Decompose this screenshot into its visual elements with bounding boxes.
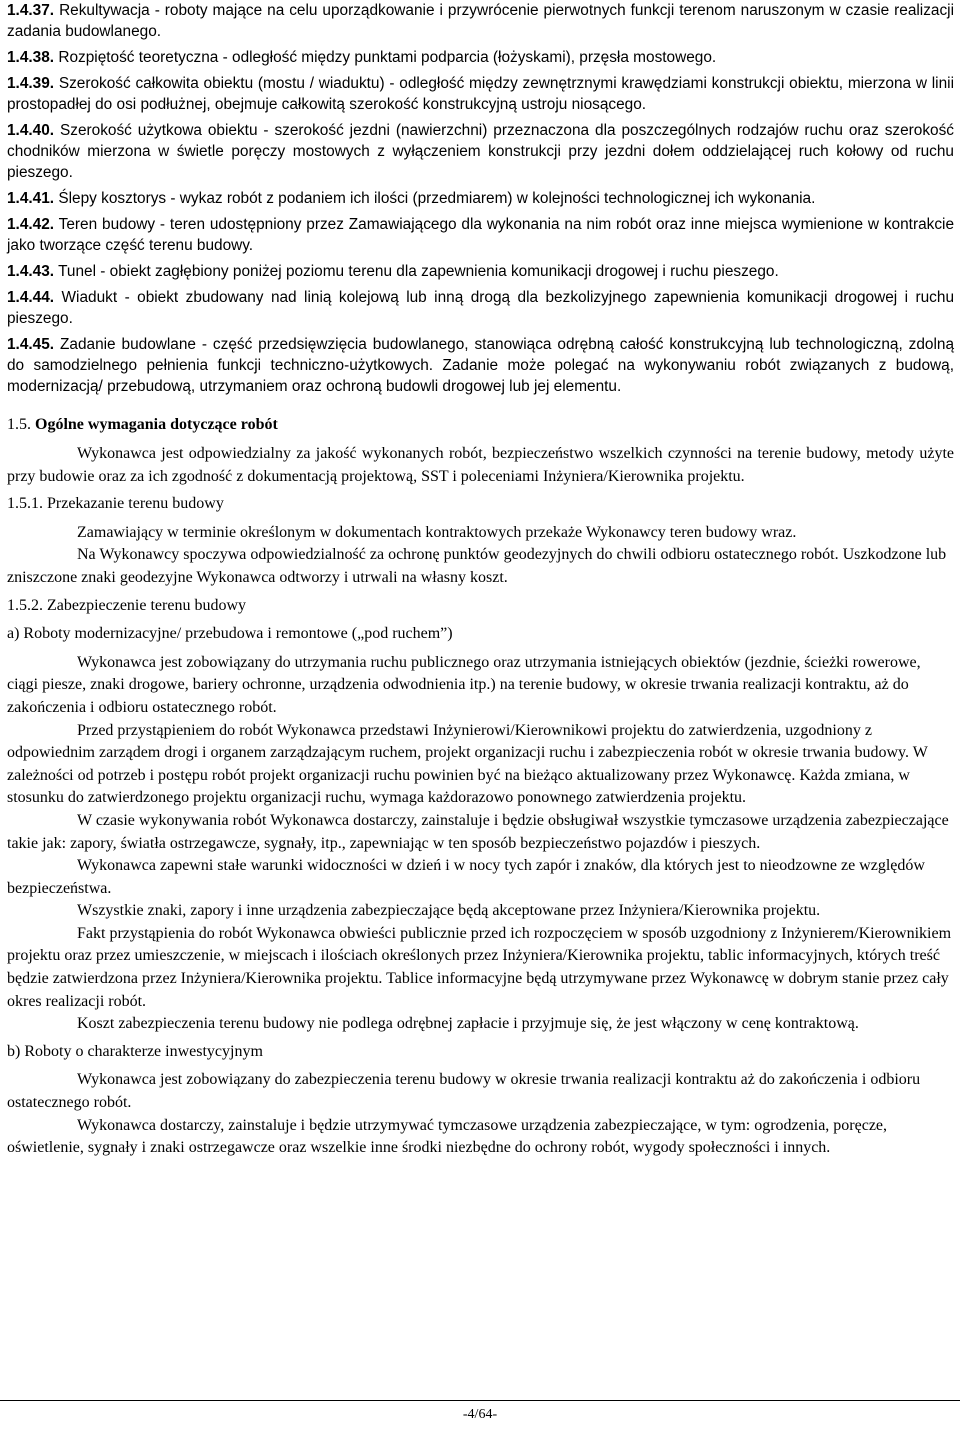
definition-1-4-45 [7,334,954,397]
definition-text: Teren budowy - teren udostępniony przez Zamawiającego dla wykonania na nim robót oraz inne miejsca wymienione w kontrakcie jako tworzące część terenu budowy. [7,216,955,254]
paragraph: Przed przystąpieniem do robót Wykonawca przedstawi Inżynierowi/Kierownikowi projektu do zatwierdzenia, uzgodniony z odpowiednim zarządem drogi i organem zarządzającym ruchem, projekt organizacji ruchu i zabezpieczenia robót w okresie trwania budowy. W zależności od potrzeb i postępu robót projekt organizacji ruchu powinien być na bieżąco aktualizowany przez Wykonawcę. Każda zmiana, w stosunku do zatwierdzonego projektu organizacji ruchu, wymaga każdorazowo ponownego zatwierdzenia projektu. [7,721,928,807]
definition-1-4-43 [7,261,954,282]
list-item-b: b) Roboty o charakterze inwestycyjnym [7,1042,263,1060]
subsection-heading-1-5-1 [7,493,954,516]
paragraph: Na Wykonawcy spoczywa odpowiedzialność za ochronę punktów geodezyjnych do chwili odbioru ostatecznego robót. Uszkodzone lub zniszczone znaki geodezyjne Wykonawca odtworzy i utrwali na własny koszt. [7,546,947,586]
paragraph: Wykonawca zapewni stałe warunki widoczności w dzień i w nocy tych zapór i znaków, dla których jest to nieodzowne ze względów bezpieczeństwa. [7,857,925,897]
definition-text: Szerokość całkowita obiektu (mostu / wiaduktu) - odległość między zewnętrznymi krawędziami konstrukcji obiektu, mierzona w linii prostopadłej do osi podłużnej, obejmuje całkowitą szerokość konstrukcyjną ustroju niosącego. [7,75,954,113]
definition-number: 1.4.44. [7,289,55,306]
definition-1-4-44 [7,287,954,329]
section-heading [7,414,954,435]
paragraph: Fakt przystąpienia do robót Wykonawca obwieści publicznie przed ich rozpoczęciem w sposób uzgodniony z Inżynierem/Kierownikiem projektu oraz przez umieszczenie, w miejscach i ilościach określonych przez Inżyniera/Kierownika projektu, tablic informacyjnych, których treść będzie zatwierdzona przez Inżyniera/Kierownika projektu. Tablice informacyjne będą utrzymywane przez Wykonawcę w dobrym stanie przez cały okres realizacji robót. [7,924,952,1010]
definition-text: Rozpiętość teoretyczna - odległość między punktami podparcia (łożyskami), przęsła mostowego. [58,49,717,66]
paragraph: Zamawiający w terminie określonym w dokumentach kontraktowych przekaże Wykonawcy teren budowy wraz. [77,523,797,541]
paragraph: Wszystkie znaki, zapory i inne urządzenia zabezpieczające będą akceptowane przez Inżyniera/Kierownika projektu. [77,902,821,920]
definition-text: Szerokość użytkowa obiektu - szerokość jezdni (nawierzchni) przeznaczona dla poszczególnych rodzajów ruchu oraz szerokość chodników mierzona w świetle poręczy mostowych z wyłączeniem konstrukcji przy jezdni dołem oddzielającej ruch kołowy od ruchu pieszego. [7,122,954,181]
paragraph: Koszt zabezpieczenia terenu budowy nie podlega odrębnej zapłacie i przyjmuje się, że jest włączony w cenę kontraktową. [77,1015,859,1033]
definition-number: 1.4.38. [7,49,55,66]
definition-number: 1.4.43. [7,263,55,280]
definition-number: 1.4.42. [7,216,55,233]
paragraph: W czasie wykonywania robót Wykonawca dostarczy, zainstaluje i będzie obsługiwał wszystkie tymczasowe urządzenia zabezpieczające takie jak: zapory, światła ostrzegawcze, sygnały, itp., zapewniając w ten sposób bezpieczeństwo pojazdów i pieszych. [7,811,949,852]
page-number: -4/64- [462,1407,498,1422]
definition-number: 1.4.45. [7,336,55,353]
footer-divider [0,1400,960,1401]
definition-text: Zadanie budowlane - część przedsięwzięcia budowlanego, stanowiąca odrębną całość konstrukcyjną lub technologiczną, zdolną do samodzielnego pełnienia funkcji techniczno-użytkowych. Zadanie może polegać na wykonywaniu robót związanych z budową, modernizacją/ przebudową, utrzymaniem oraz ochroną budowli drogowej lub jej elementu. [7,336,955,395]
definition-number: 1.4.37. [7,2,55,19]
definition-text: Rekultywacja - roboty mające na celu uporządkowanie i przywrócenie pierwotnych funkcji terenom naruszonym w czasie realizacji zadania budowlanego. [7,2,955,40]
section-number: 1.5. [7,416,31,433]
definition-1-4-40 [7,120,954,183]
paragraph: Wykonawca jest zobowiązany do utrzymania ruchu publicznego oraz utrzymania istniejących obiektów (jezdnie, ścieżki rowerowe, ciągi piesze, znaki drogowe, bariery ochronne, urządzenia odwodnienia itp.) na terenie budowy, w okresie trwania realizacji kontraktu, aż do zakończenia i odbioru ostatecznego robót. [7,653,921,716]
subsection-number: 1.5.1. [7,495,43,513]
subsection-title: Przekazanie terenu budowy [47,495,224,513]
definition-1-4-42 [7,214,954,256]
subsection-number: 1.5.2. [7,596,43,614]
paragraph: Wykonawca jest zobowiązany do zabezpieczenia terenu budowy w okresie trwania realizacji kontraktu aż do zakończenia i odbioru ostatecznego robót. [7,1071,921,1112]
section-intro: Wykonawca jest odpowiedzialny za jakość wykonanych robót, bezpieczeństwo wszelkich czynności na terenie budowy, metody użyte przy budowie oraz za ich zgodność z dokumentacją projektową, SST i poleceniami Inżyniera/Kierownika projektu. [7,445,954,485]
definition-number: 1.4.41. [7,190,55,207]
subsection-title: Zabezpieczenie terenu budowy [47,596,247,614]
list-item-a: a) Roboty modernizacyjne/ przebudowa i remontowe („pod ruchem”) [7,625,453,643]
definition-text: Wiadukt - obiekt zbudowany nad linią kolejową lub inną drogą dla bezkolizyjnego zapewnienia komunikacji drogowej i ruchu pieszego. [7,289,954,327]
subsection-heading-1-5-2 [7,595,954,618]
definition-number: 1.4.40. [7,122,55,139]
definition-1-4-39 [7,73,954,115]
definition-1-4-37 [7,0,954,42]
definition-number: 1.4.39. [7,75,55,92]
paragraph: Wykonawca dostarczy, zainstaluje i będzie utrzymywać tymczasowe urządzenia zabezpieczające, w tym: ogrodzenia, poręcze, oświetlenie, sygnały i znaki ostrzegawcze oraz wszelkie inne środki niezbędne do ochrony robót, wygody społeczności i innych. [7,1116,888,1157]
section-title: Ogólne wymagania dotyczące robót [35,416,278,433]
definition-text: Ślepy kosztorys - wykaz robót z podaniem ich ilości (przedmiarem) w kolejności technologicznej ich wykonania. [58,190,816,207]
definition-1-4-41 [7,188,954,209]
definition-1-4-38 [7,47,954,68]
definition-text: Tunel - obiekt zagłębiony poniżej poziomu terenu dla zapewnienia komunikacji drogowej i ruchu pieszego. [58,263,779,280]
